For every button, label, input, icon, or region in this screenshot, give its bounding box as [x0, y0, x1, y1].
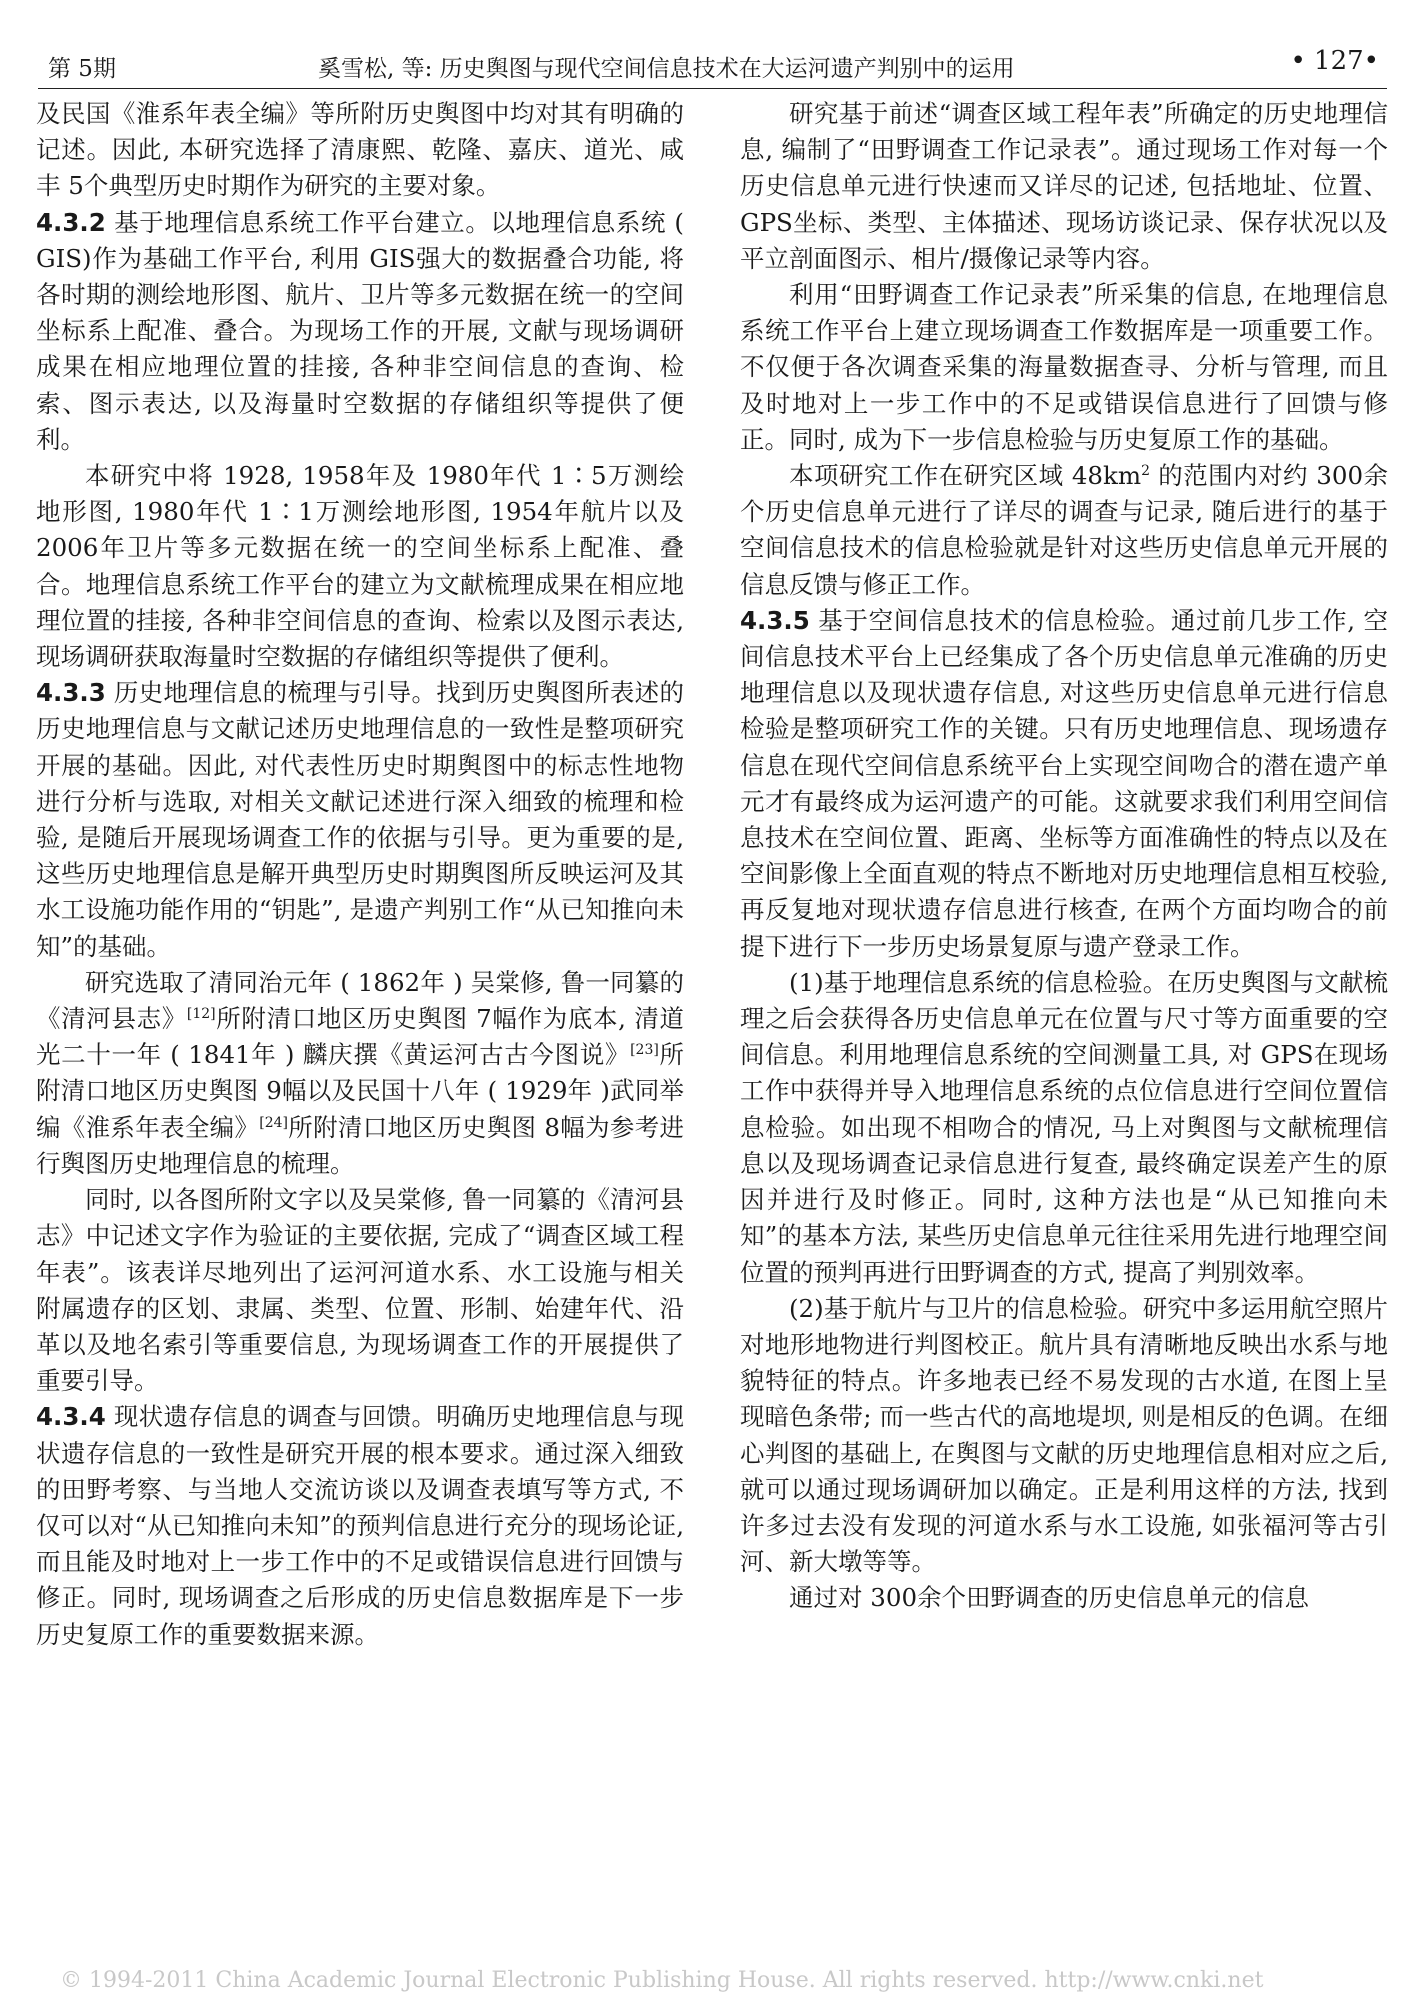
section-4-3-3 — [36, 675, 684, 965]
running-title: 奚雪松, 等: 历史舆图与现代空间信息技术在大运河遗产判别中的运用 — [318, 56, 1015, 82]
paragraph: 及民国《淮系年表全编》等所附历史舆图中均对其有明确的记述。因此, 本研究选择了清康熙、乾隆、嘉庆、道光、咸丰 5个典型历史时期作为研究的主要对象。 — [36, 99, 684, 201]
paragraph: 利用“田野调查工作记录表”所采集的信息, 在地理信息系统工作平台上建立现场调查工作数据库是一项重要工作。不仅便于各次调查采集的海量数据查寻、分析与管理, 而且及时地对上一步工作中的不足或错误信息进行了回馈与修正。同时, 成为下一步信息检验与历史复原工作的基础。 — [740, 280, 1388, 454]
running-header — [38, 44, 1387, 84]
section-number: 4.3.5 — [740, 605, 810, 635]
paragraph: (2)基于航片与卫片的信息检验。研究中多运用航空照片对地形地物进行判图校正。航片具有清晰地反映出水系与地貌特征的特点。许多地表已经不易发现的古水道, 在图上呈现暗色条带; 而一些古代的高地堤坝, 则是相反的色调。在细心判图的基础上, 在舆图与文献的历史地理信息相对应之后, 就可以通过现场调研加以确定。正是利用这样的方法, 找到许多过去没有发现的河道水系与水工设施, 如张福河等古引河、新大墩等等。 — [740, 1293, 1388, 1577]
section-text: 现状遗存信息的调查与回馈。明确历史地理信息与现状遗存信息的一致性是研究开展的根本要求。通过深入细致的田野考察、与当地人交流访谈以及调查表填写等方式, 不仅可以对“从已知推向未知”的预判信息进行充分的现场论证, 而且能及时地对上一步工作中的不足或错误信息进行回馈与修正。同时, 现场调查之后形成的历史信息数据库是下一步历史复原工作的重要数据来源。 — [36, 1402, 684, 1649]
paragraph-with-citations — [36, 965, 684, 1182]
text-span: 研究选取了清同治元年 ( 1862年 ) 吴棠修, 鲁一同纂的《清河县志》 — [36, 967, 684, 1034]
text-span: 的范围内对约 300余个历史信息单元进行了详尽的调查与记录, 随后进行的基于空间信息技术的信息检验就是针对这些历史信息单元开展的信息反馈与修正工作。 — [740, 461, 1388, 599]
section-text: 历史地理信息的梳理与引导。找到历史舆图所表述的历史地理信息与文献记述历史地理信息的一致性是整项研究开展的基础。因此, 对代表性历史时期舆图中的标志性地物进行分析与选取, 对相关文献记述进行深入细致的梳理和检验, 是随后开展现场调查工作的依据与引导。更为重要的是, 这些历史地理信息是解开典型历史时期舆图所反映运河及其水工设施功能作用的“钥匙”, 是遗产判别工作“从已知推向未知”的基础。 — [36, 678, 684, 961]
text-span: 所附清口地区历史舆图 9幅以及民国十八年 ( 1929年 )武同举编《淮系年表全编》 — [36, 1040, 684, 1142]
left-column — [36, 96, 684, 1653]
header-rule — [38, 88, 1387, 89]
text-span: 所附清口地区历史舆图 8幅为参考进行舆图历史地理信息的梳理。 — [36, 1112, 685, 1178]
text-span: 本项研究工作在研究区域 48km — [789, 461, 1142, 491]
section-number: 4.3.2 — [36, 207, 106, 237]
section-4-3-2 — [36, 205, 684, 458]
section-4-3-5 — [740, 603, 1388, 965]
right-column — [740, 96, 1388, 1617]
page-number: • 127• — [1290, 46, 1379, 76]
paragraph: 同时, 以各图所附文字以及吴棠修, 鲁一同纂的《清河县志》中记述文字作为验证的主要依据, 完成了“调查区域工程年表”。该表详尽地列出了运河河道水系、水工设施与相关附属遗存的区划、隶属、类型、位置、形制、始建年代、沿革以及地名索引等重要信息, 为现场调查工作的开展提供了重要引导。 — [36, 1185, 684, 1396]
paragraph: 本研究中将 1928, 1958年及 1980年代 1∶5万测绘地形图, 1980年代 1∶1万测绘地形图, 1954年航片以及 2006年卫片等多元数据在统一的空间坐标系上配准、叠合。地理信息系统工作平台的建立为文献梳理成果在相应地理位置的挂接, 各种非空间信息的查询、检索以及图示表达, 现场调研获取海量时空数据的存储组织等提供了便利。 — [36, 461, 684, 672]
citation: [23] — [630, 1042, 659, 1059]
section-text: 基于空间信息技术的信息检验。通过前几步工作, 空间信息技术平台上已经集成了各个历史信息单元准确的历史地理信息以及现状遗存信息, 对这些历史信息单元进行信息检验是整项研究工作的关键。只有历史地理信息、现场遗存信息在现代空间信息系统平台上实现空间吻合的潜在遗产单元才有最终成为运河遗产的可能。这就要求我们利用空间信息技术在空间位置、距离、坐标等方面准确性的特点以及在空间影像上全面直观的特点不断地对历史地理信息相互校验, 再反复地对现状遗存信息进行核查, 在两个方面均吻合的前提下进行下一步历史场景复原与遗产登录工作。 — [740, 605, 1388, 961]
paragraph: 研究基于前述“调查区域工程年表”所确定的历史地理信息, 编制了“田野调查工作记录表”。通过现场工作对每一个历史信息单元进行快速而又详尽的记述, 包括地址、位置、GPS坐标、类型、主体描述、现场访谈记录、保存状况以及平立剖面图示、相片/摄像记录等内容。 — [740, 99, 1388, 273]
issue-number: 第 5期 — [48, 56, 116, 82]
citation: [12] — [186, 1005, 216, 1022]
section-number: 4.3.3 — [36, 678, 106, 708]
section-text: 基于地理信息系统工作平台建立。以地理信息系统 ( GIS)作为基础工作平台, 利用 GIS强大的数据叠合功能, 将各时期的测绘地形图、航片、卫片等多元数据在统一的空间坐标系上配准、叠合。为现场工作的开展, 文献与现场调研成果在相应地理位置的挂接, 各种非空间信息的查询、检索、图示表达, 以及海量时空数据的存储组织等提供了便利。 — [36, 207, 684, 454]
superscript: 2 — [1141, 462, 1150, 479]
copyright-footer: © 1994-2011 China Academic Journal Electronic Publishing House. All rights reserved. http://www.cnki.net — [60, 1968, 1264, 1993]
paragraph: (1)基于地理信息系统的信息检验。在历史舆图与文献梳理之后会获得各历史信息单元在位置与尺寸等方面重要的空间信息。利用地理信息系统的空间测量工具, 对 GPS在现场工作中获得并导入地理信息系统的点位信息进行空间位置信息检验。如出现不相吻合的情况, 马上对舆图与文献梳理信息以及现场调查记录信息进行复查, 最终确定误差产生的原因并进行及时修正。同时, 这种方法也是“从已知推向未知”的基本方法, 某些历史信息单元往往采用先进行地理空间位置的预判再进行田野调查的方式, 提高了判别效率。 — [740, 967, 1388, 1287]
paragraph: 通过对 300余个田野调查的历史信息单元的信息 — [789, 1583, 1310, 1613]
section-4-3-4 — [36, 1399, 684, 1652]
citation: [24] — [259, 1114, 288, 1131]
section-number: 4.3.4 — [36, 1402, 106, 1432]
paragraph-with-superscript — [740, 458, 1388, 603]
text-span: 所附清口地区历史舆图 7幅作为底本, 清道光二十一年 ( 1841年 ) 麟庆撰《黄运河古古今图说》 — [36, 1004, 685, 1070]
